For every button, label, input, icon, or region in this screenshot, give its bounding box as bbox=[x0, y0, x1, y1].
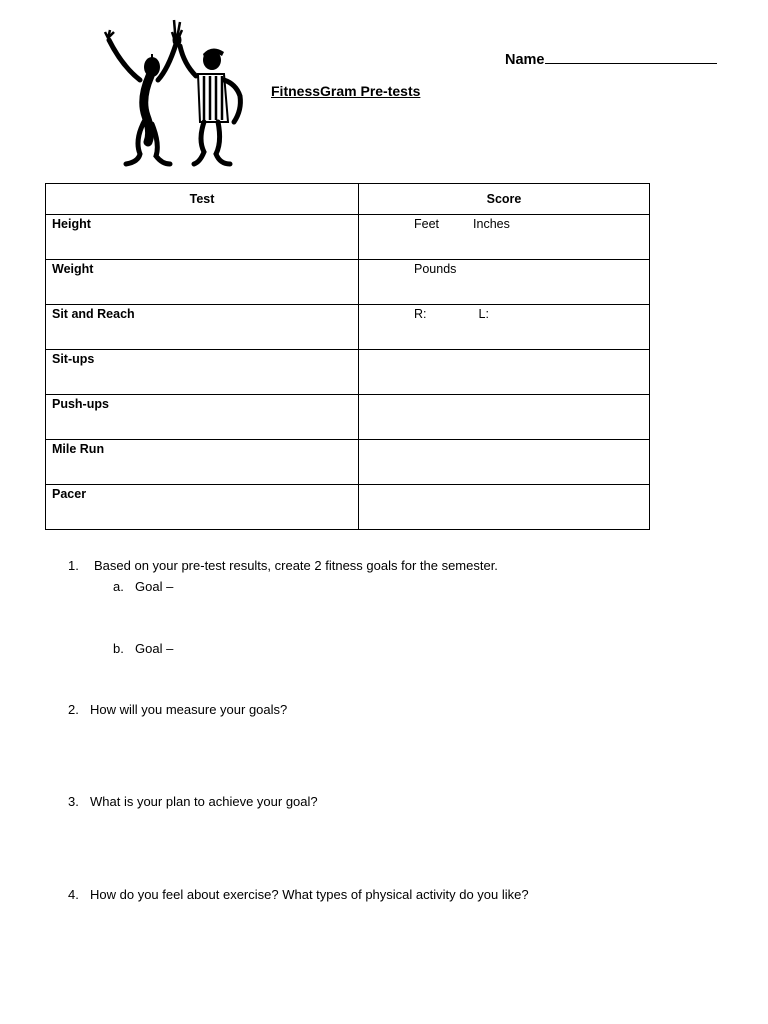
goal-b bbox=[113, 641, 173, 656]
question-number: 3. bbox=[68, 794, 79, 809]
table-row-height bbox=[46, 215, 650, 260]
question-number: 4. bbox=[68, 887, 79, 902]
score-part-inches: Inches bbox=[473, 217, 510, 231]
goal-a bbox=[113, 579, 173, 594]
page-title: FitnessGram Pre-tests bbox=[271, 83, 421, 99]
table-row-weight bbox=[46, 260, 650, 305]
question-1 bbox=[68, 558, 498, 573]
test-name: Weight bbox=[46, 260, 359, 305]
table-row-push-ups bbox=[46, 395, 650, 440]
test-name: Pacer bbox=[46, 485, 359, 530]
score-cell[interactable] bbox=[359, 215, 650, 260]
test-name: Sit and Reach bbox=[46, 305, 359, 350]
dancing-figures-icon bbox=[100, 14, 250, 172]
header-score: Score bbox=[359, 184, 650, 215]
score-part-feet: Feet bbox=[414, 217, 440, 231]
table-row-sit-ups bbox=[46, 350, 650, 395]
test-name: Height bbox=[46, 215, 359, 260]
score-cell[interactable] bbox=[359, 440, 650, 485]
score-cell[interactable] bbox=[359, 260, 650, 305]
name-label: Name bbox=[505, 52, 545, 68]
table-row-pacer bbox=[46, 485, 650, 530]
sub-question-letter: b. bbox=[113, 641, 124, 656]
question-text: How will you measure your goals? bbox=[90, 702, 288, 717]
sub-question-letter: a. bbox=[113, 579, 124, 594]
question-4 bbox=[68, 887, 529, 902]
score-part-right: R: bbox=[414, 307, 427, 321]
table-row-sit-and-reach bbox=[46, 305, 650, 350]
test-name: Mile Run bbox=[46, 440, 359, 485]
score-part-pounds: Pounds bbox=[414, 262, 457, 276]
header-test: Test bbox=[46, 184, 359, 215]
fitness-test-table bbox=[45, 183, 650, 530]
name-blank-line[interactable] bbox=[545, 49, 717, 64]
sub-question-text: Goal – bbox=[135, 579, 174, 594]
question-text: How do you feel about exercise? What types of physical activity do you like? bbox=[90, 887, 529, 902]
score-cell[interactable] bbox=[359, 305, 650, 350]
name-field[interactable] bbox=[505, 49, 717, 68]
question-text: What is your plan to achieve your goal? bbox=[90, 794, 318, 809]
score-cell[interactable] bbox=[359, 485, 650, 530]
test-name: Sit-ups bbox=[46, 350, 359, 395]
question-number: 2. bbox=[68, 702, 79, 717]
table-row-mile-run bbox=[46, 440, 650, 485]
question-3 bbox=[68, 794, 318, 809]
question-number: 1. bbox=[68, 558, 79, 573]
score-cell[interactable] bbox=[359, 350, 650, 395]
sub-question-text: Goal – bbox=[135, 641, 174, 656]
test-name: Push-ups bbox=[46, 395, 359, 440]
table-header-row bbox=[46, 184, 650, 215]
question-text: Based on your pre-test results, create 2 fitness goals for the semester. bbox=[94, 558, 498, 573]
score-part-left: L: bbox=[478, 307, 489, 321]
score-cell[interactable] bbox=[359, 395, 650, 440]
question-2 bbox=[68, 702, 287, 717]
